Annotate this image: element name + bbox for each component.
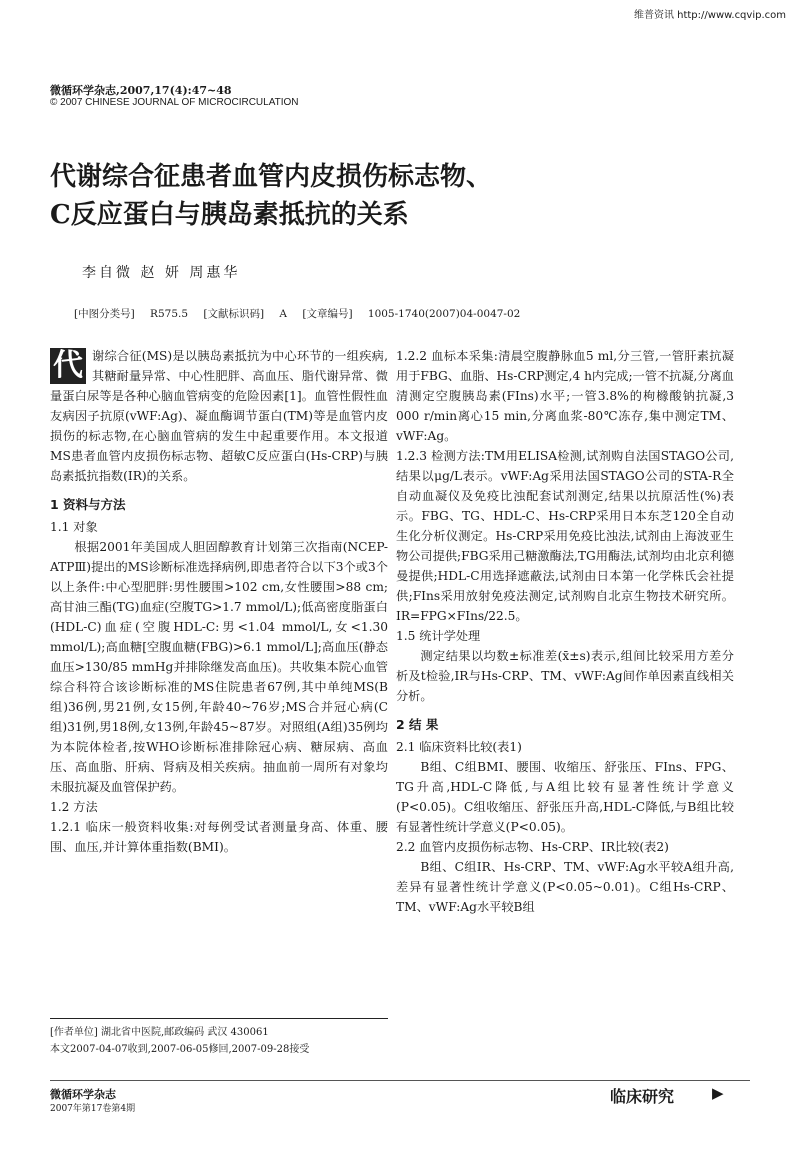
subsection-heading-2-2: 2.2 血管内皮损伤标志物、Hs-CRP、IR比较(表2): [396, 840, 669, 854]
section-heading-1: 1 资料与方法: [50, 497, 126, 512]
right-column: [396, 346, 734, 917]
subsection-heading-1-1: 1.1 对象: [50, 520, 98, 534]
subjects-paragraph: 根据2001年美国成人胆固醇教育计划第三次指南(NCEP-ATPⅢ)提出的MS诊断标准选择病例,即患者符合以下3个或3个以上条件:中心型肥胖:男性腰围>102 cm,女性腰围>88 cm;高甘油三酯(TG)血症(空腹TG>1.7 mmol/L);低高密度脂蛋白(HDL-C)血症(空腹HDL-C:男<1.04 mmol/L,女<1.30 mmol/L);高血糖[空腹血糖(FBG)>6.1 mmol/L];高血压(静态血压>130/85 mmHg并排除继发高血压)。共收集本院心血管综合科符合该诊断标准的MS住院患者67例,其中单纯MS(B组)36例,男21例,女15例,年龄40~76岁;MS合并冠心病(C组)31例,男18例,女13例,年龄45~87岁。对照组(A组)35例均为本院体检者,按WHO诊断标准排除冠心病、糖尿病、高血压、高血脂、肝病、肾病及相关疾病。抽血前一周所有对象均未服抗凝及血管保护药。: [50, 540, 388, 794]
subsection-heading-1-2: 1.2 方法: [50, 800, 98, 814]
section-heading-2: 2 结 果: [396, 717, 439, 732]
class-label: [中图分类号]: [74, 308, 135, 320]
journal-copyright: © 2007 CHINESE JOURNAL OF MICROCIRCULATION: [50, 97, 299, 108]
classification-line: [74, 306, 532, 321]
results-2-1-paragraph: B组、C组BMI、腰围、收缩压、舒张压、FIns、FPG、TG升高,HDL-C降低,与A组比较有显著性统计学意义(P<0.05)。C组收缩压、舒张压升高,HDL-C降低,与B组比较有显著性统计学意义(P<0.05)。: [396, 760, 734, 834]
subsection-heading-2-1: 2.1 临床资料比较(表1): [396, 740, 522, 754]
next-page-arrow-icon: ▶: [712, 1084, 724, 1102]
source-watermark: 维普资讯 http://www.cqvip.com: [633, 10, 786, 21]
footer-rule: [50, 1080, 750, 1081]
methods-1-2-3-paragraph: 1.2.3 检测方法:TM用ELISA检测,试剂购自法国STAGO公司,结果以μg/L表示。vWF:Ag采用法国STAGO公司的STA-R全自动血凝仪及免疫比浊配套试剂测定,结果以抗原活性(%)表示。FBG、TG、HDL-C、Hs-CRP采用日本东芝120全自动生化分析仪测定。Hs-CRP采用免疫比浊法,试剂由上海波亚生物公司提供;FBG采用己糖激酶法,TG用酶法,试剂均由北京利德曼提供;HDL-C用选择遮蔽法,试剂由日本第一化学株氏会社提供;FIns采用放射免疫法测定,试剂购自北京生物技术研究所。IR=FPG×FIns/22.5。: [396, 449, 734, 623]
affiliation: [作者单位] 湖北省中医院,邮政编码 武汉 430061: [50, 1027, 269, 1038]
author-footnote: [50, 1018, 388, 1058]
intro-text: 谢综合征(MS)是以胰岛素抵抗为中心环节的一组疾病,其糖耐量异常、中心性肥胖、高血压、脂代谢异常、微量蛋白尿等是各种心脑血管病变的危险因素[1]。血管性假性血友病因子抗原(vWF:Ag)、凝血酶调节蛋白(TM)等是血管内皮损伤的标志物,在心脑血管病的发生中起重要作用。本文报道MS患者血管内皮损伤标志物、超敏C反应蛋白(Hs-CRP)与胰岛素抵抗指数(IR)的关系。: [50, 349, 388, 483]
results-2-2-paragraph: B组、C组IR、Hs-CRP、TM、vWF:Ag水平较A组升高,差异有显著性统计学意义(P<0.05~0.01)。C组Hs-CRP、TM、vWF:Ag水平较B组: [396, 860, 734, 914]
dropcap: 代: [50, 348, 86, 384]
methods-1-2-2-paragraph: 1.2.2 血标本采集:清晨空腹静脉血5 ml,分三管,一管肝素抗凝用于FBG、血脂、Hs-CRP测定,4 h内完成;一管不抗凝,分离血清测定空腹胰岛素(FIns)水平;一管3.8%的枸橼酸钠抗凝,3 000 r/min离心15 min,分离血浆-80℃冻存,集中测定TM、vWF:Ag。: [396, 349, 734, 443]
doc-code-value: A: [279, 308, 287, 320]
article-number-value: 1005-1740(2007)04-0047-02: [367, 308, 521, 320]
footer-issue: 2007年第17卷第4期: [50, 1104, 136, 1114]
footer-journal: 微循环学杂志: [50, 1088, 116, 1101]
received-dates: 本文2007-04-07收到,2007-06-05修回,2007-09-28接受: [50, 1044, 310, 1055]
footer-section-label: 临床研究: [610, 1087, 675, 1106]
statistics-paragraph: 测定结果以均数±标准差(x̄±s)表示,组间比较采用方差分析及t检验,IR与Hs-CRP、TM、vWF:Ag间作单因素直线相关分析。: [396, 649, 734, 703]
journal-citation: 微循环学杂志,2007,17(4):47~48: [50, 84, 232, 97]
methods-1-2-1-paragraph: 1.2.1 临床一般资料收集:对每例受试者测量身高、体重、腰围、血压,并计算体重指数(BMI)。: [50, 820, 388, 854]
title-line-2: C反应蛋白与胰岛素抵抗的关系: [50, 200, 409, 230]
doc-code-label: [文献标识码]: [203, 308, 265, 320]
left-column: [50, 346, 388, 857]
class-value: R575.5: [150, 308, 189, 320]
title-line-1: 代谢综合征患者血管内皮损伤标志物、: [50, 162, 493, 192]
authors: 李自微 赵 妍 周惠华: [82, 265, 241, 281]
article-number-label: [文章编号]: [302, 308, 353, 320]
subsection-heading-1-5: 1.5 统计学处理: [396, 629, 481, 643]
intro-paragraph: [50, 346, 388, 486]
article-title: [50, 158, 492, 234]
